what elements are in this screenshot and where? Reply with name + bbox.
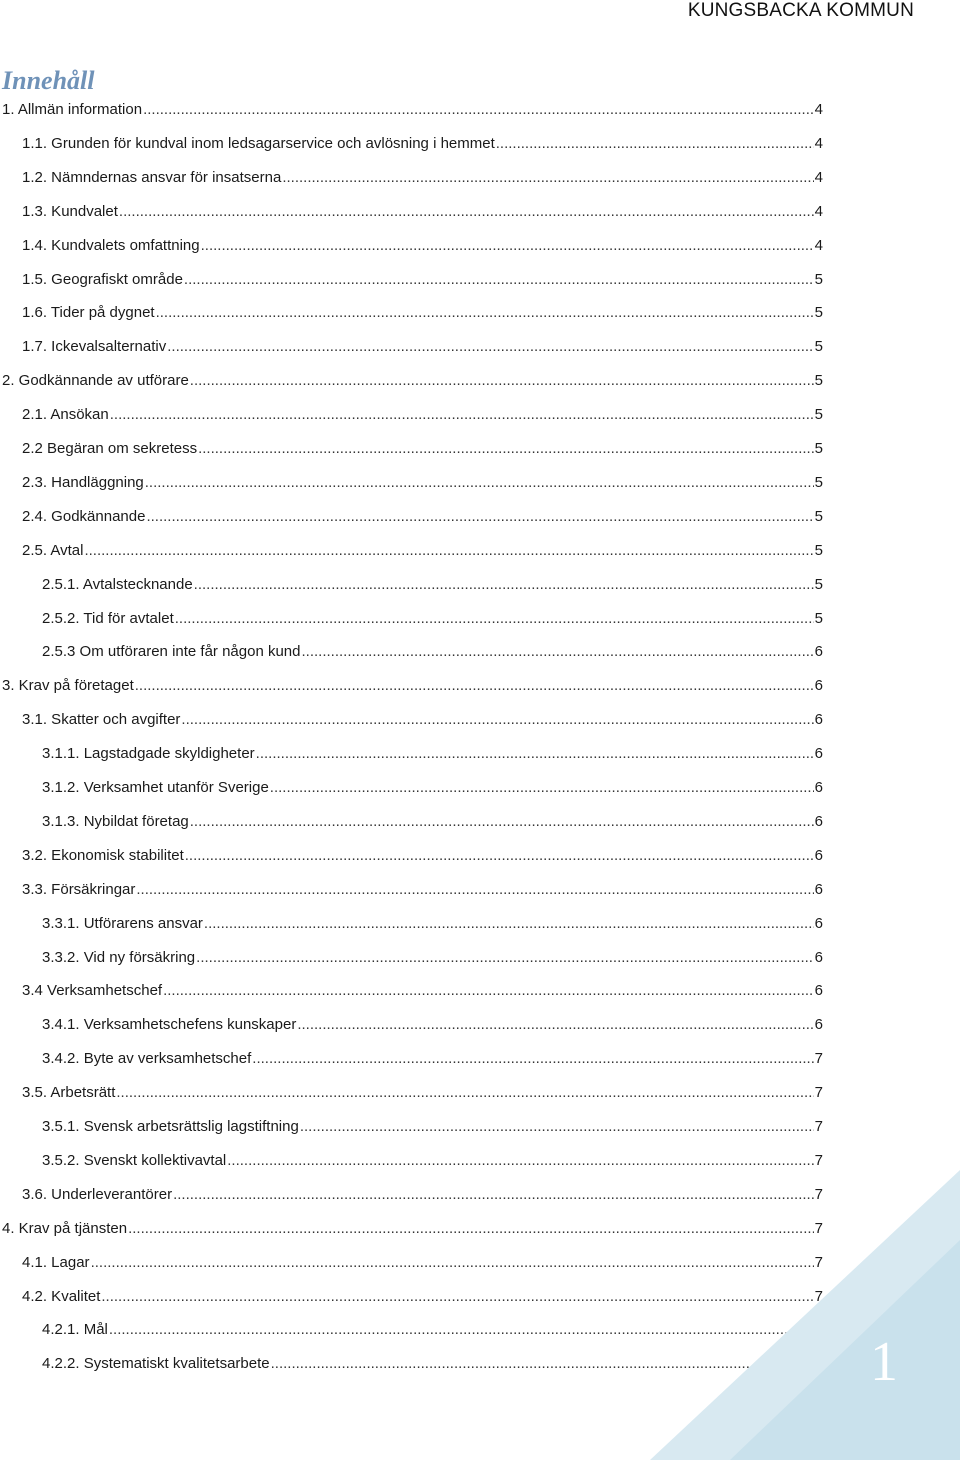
toc-entry-page-number: 6 [814,914,823,932]
toc-entry-label: 1.4. Kundvalets omfattning [22,236,200,254]
toc-dot-leader [302,643,814,660]
toc-entry-page-number: 5 [814,473,823,491]
toc-entry-label: 2.4. Godkännande [22,507,146,525]
toc-dot-leader [198,440,814,457]
toc-entry[interactable] [42,813,823,835]
toc-entry-label: 3.4.1. Verksamhetschefens kunskaper [42,1016,297,1034]
toc-dot-leader [297,1016,813,1033]
toc-entry[interactable] [2,101,823,123]
toc-dot-leader [143,101,814,118]
toc-entry[interactable] [42,610,823,632]
toc-entry-page-number: 6 [814,779,823,796]
toc-entry-page-number: 4 [814,202,823,220]
toc-entry[interactable] [42,779,823,801]
toc-entry[interactable] [42,745,823,767]
toc-entry-page-number: 6 [814,812,823,830]
toc-entry-page-number: 7 [814,1287,823,1305]
toc-entry-page-number: 6 [814,948,823,966]
toc-entry[interactable] [22,508,823,530]
toc-entry[interactable] [22,881,823,903]
toc-entry[interactable] [22,271,823,293]
toc-entry-label: 3.5. Arbetsrätt [22,1084,116,1102]
toc-dot-leader [194,576,814,593]
toc-entry-page-number: 5 [814,406,823,424]
toc-entry[interactable] [42,949,823,971]
toc-entry-label: 1. Allmän information [2,101,143,118]
toc-dot-leader [227,1152,813,1169]
toc-entry[interactable] [42,915,823,937]
toc-entry[interactable] [22,982,823,1004]
toc-entry-page-number: 5 [814,270,823,288]
toc-entry-page-number: 6 [814,846,823,864]
toc-entry-page-number: 5 [814,609,823,627]
toc-entry-page-number: 5 [814,507,823,525]
toc-entry-label: 1.5. Geografiskt område [22,270,183,288]
toc-entry-label: 3.3.2. Vid ny försäkring [42,948,196,966]
toc-dot-leader [156,304,814,321]
toc-entry-label: 3.4 Verksamhetschef [22,982,163,1000]
toc-entry-label: 3. Krav på företaget [2,677,134,695]
toc-entry-page-number: 6 [814,745,823,763]
corner-decoration [650,1170,960,1460]
toc-dot-leader [167,338,813,355]
page-number: 1 [870,1331,898,1393]
toc-dot-leader [135,677,814,694]
toc-dot-leader [175,610,814,627]
toc-entry-page-number: 6 [814,1016,823,1034]
toc-entry-label: 4.2.1. Mål [42,1321,108,1339]
toc-entry-label: 2.5.3 Om utföraren inte får någon kund [42,643,301,661]
toc-entry[interactable] [22,711,823,733]
toc-dot-leader [282,169,813,186]
toc-entry-label: 3.6. Underleverantörer [22,1185,173,1203]
toc-entry-label: 2.1. Ansökan [22,406,109,424]
toc-dot-leader [256,745,814,762]
toc-entry-page-number: 5 [814,440,823,457]
toc-dot-leader [136,881,813,898]
toc-entry-label: 2.5. Avtal [22,541,84,559]
toc-entry-page-number: 4 [814,101,823,118]
toc-dot-leader [119,203,814,220]
toc-entry-label: 2.5.1. Avtalstecknande [42,575,193,593]
toc-entry-page-number: 6 [814,677,823,695]
toc-title: Innehåll [2,66,95,95]
toc-entry[interactable] [22,169,823,191]
toc-entry-page-number: 7 [814,1050,823,1068]
toc-entry-label: 2.2 Begäran om sekretess [22,440,198,457]
toc-entry-page-number: 7 [814,1118,823,1135]
toc-dot-leader [252,1050,813,1067]
toc-entry[interactable] [22,406,823,428]
toc-entry-label: 1.7. Ickevalsalternativ [22,338,167,356]
toc-dot-leader [190,372,814,389]
toc-entry-page-number: 5 [814,372,823,390]
toc-dot-leader [184,271,814,288]
toc-entry-label: 3.3. Försäkringar [22,880,136,898]
toc-entry[interactable] [22,542,823,564]
toc-entry[interactable] [22,440,823,462]
toc-entry-label: 4.2.2. Systematiskt kvalitetsarbete [42,1355,270,1373]
toc-entry-page-number: 7 [814,1151,823,1169]
toc-entry-label: 3.1. Skatter och avgifter [22,711,181,729]
toc-entry-page-number: 5 [814,338,823,356]
toc-entry[interactable] [22,237,823,259]
toc-entry-page-number: 7 [814,1084,823,1102]
organization-name: KUNGSBACKA KOMMUN [687,0,914,21]
toc-entry[interactable] [22,474,823,496]
toc-entry[interactable] [42,643,823,665]
toc-entry[interactable] [42,1016,823,1038]
toc-entry-label: 3.4.2. Byte av verksamhetschef [42,1050,252,1068]
toc-dot-leader [190,813,814,830]
toc-dot-leader [110,406,814,423]
toc-entry[interactable] [42,576,823,598]
toc-entry-label: 3.1.1. Lagstadgade skyldigheter [42,745,255,763]
toc-entry-page-number: 6 [814,880,823,898]
toc-entry-page-number: 7 [814,1219,823,1237]
toc-dot-leader [116,1084,813,1101]
toc-entry-label: 3.5.1. Svensk arbetsrättslig lagstiftning [42,1118,299,1135]
toc-dot-leader [204,915,814,932]
toc-entry-page-number: 6 [814,982,823,1000]
toc-entry-label: 3.3.1. Utförarens ansvar [42,914,203,932]
toc-entry[interactable] [22,203,823,225]
toc-entry[interactable] [42,1050,823,1072]
toc-dot-leader [201,237,814,254]
toc-entry-label: 3.1.3. Nybildat företag [42,812,189,830]
toc-entry[interactable] [2,677,823,699]
toc-dot-leader [270,779,814,796]
toc-entry-page-number: 5 [814,304,823,322]
toc-entry-label: 2.5.2. Tid för avtalet [42,609,174,627]
toc-entry-page-number: 4 [814,236,823,254]
toc-entry-page-number: 5 [814,541,823,559]
toc-entry-page-number: 6 [814,711,823,729]
toc-entry-label: 3.5.2. Svenskt kollektivavtal [42,1151,227,1169]
toc-entry-label: 2.3. Handläggning [22,473,144,491]
toc-entry-label: 1.3. Kundvalet [22,202,118,220]
toc-dot-leader [163,982,814,999]
toc-entry-page-number: 4 [814,168,823,186]
toc-dot-leader [181,711,813,728]
toc-entry[interactable] [42,1118,823,1140]
toc-entry-label: 3.2. Ekonomisk stabilitet [22,846,184,864]
toc-entry[interactable] [22,1084,823,1106]
toc-dot-leader [146,508,813,525]
toc-entry-label: 1.6. Tider på dygnet [22,304,155,322]
toc-entry-page-number: 7 [814,1185,823,1203]
toc-entry-page-number: 6 [814,643,823,661]
toc-dot-leader [185,847,814,864]
toc-entry-label: 3.1.2. Verksamhet utanför Sverige [42,779,269,796]
toc-entry-page-number: 4 [814,134,823,152]
toc-dot-leader [196,949,814,966]
toc-entry-page-number: 5 [814,575,823,593]
toc-entry-label: 4.2. Kvalitet [22,1287,101,1305]
toc-entry[interactable] [22,338,823,360]
toc-entry-label: 4. Krav på tjänsten [2,1219,128,1237]
toc-entry-label: 2. Godkännande av utförare [2,372,189,390]
toc-entry[interactable] [22,847,823,869]
toc-entry-page-number: 7 [814,1253,823,1271]
toc-entry-label: 1.1. Grunden för kundval inom ledsagarservice och avlösning i hemmet [22,134,495,152]
toc-entry[interactable] [22,135,823,157]
toc-entry[interactable] [2,372,823,394]
toc-entry[interactable] [22,304,823,326]
toc-dot-leader [84,542,813,559]
toc-dot-leader [496,135,814,152]
toc-entry-label: 1.2. Nämndernas ansvar för insatserna [22,168,282,186]
toc-dot-leader [145,474,814,491]
toc-entry-label: 4.1. Lagar [22,1253,90,1271]
toc-dot-leader [300,1118,814,1135]
